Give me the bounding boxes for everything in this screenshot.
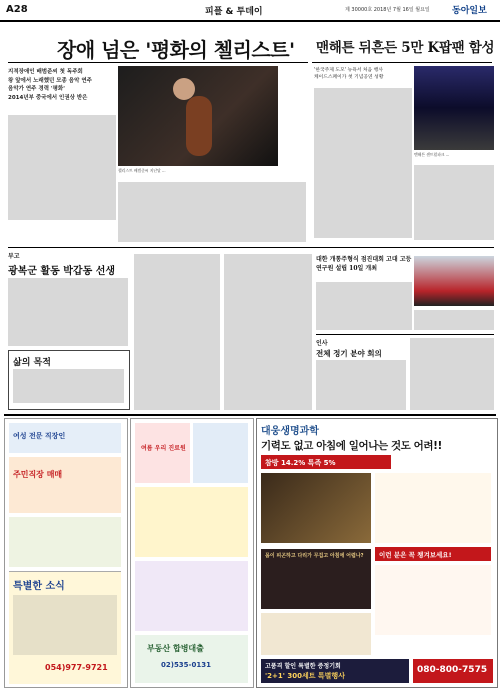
ad-right-title: 이런 분은 꼭 챙겨보세요! [379, 551, 452, 559]
big-advertisement [256, 418, 498, 688]
ad-question: 몸이 피곤하고 다리가 무겁고 아침에 어렵나? [265, 553, 364, 559]
story4-body-text [316, 282, 412, 330]
story4-headline: 대한 개통주형식 점진대회 고대 고등연구원 설립 10일 개최 [316, 256, 412, 272]
middle-column-text [134, 254, 220, 410]
story5-label: 삶의 목적 [13, 358, 51, 368]
story6-body-text [316, 360, 406, 410]
story1-caption: 첼리스트 배범준씨 지난달 ... [118, 168, 166, 173]
story1-body-text [8, 115, 116, 220]
story4-caption-text [414, 310, 494, 330]
story2-deck: '한국주제 도모' 뉴욕서 처음 행사 케이드스페이가 첫 기념공연 성황 [314, 68, 384, 80]
divider [8, 62, 308, 63]
ad-phone: 080-800-7575 [417, 665, 488, 675]
page-header [0, 0, 500, 22]
column-box [8, 350, 130, 410]
story2-headline: 맨해튼 뒤흔든 5만 K팝팬 함성 [316, 40, 495, 56]
story2-body-text-2 [414, 165, 494, 240]
divider [316, 334, 494, 335]
story3-headline: 광복군 활동 박갑동 선생 [8, 266, 116, 277]
story6-headline: 전체 정기 분야 회의 [316, 349, 382, 358]
story2-caption: 맨해튼 센트럴파크 ... [414, 152, 450, 157]
story1-photo [118, 66, 278, 166]
ad-mid-1: 여름 우리 진료원 [141, 445, 186, 452]
middle-column-text-2 [224, 254, 312, 410]
ad-brand: 대웅생명과학 [261, 426, 319, 437]
page-number: A28 [6, 4, 28, 15]
divider [8, 247, 494, 248]
story1-headline: 장애 넘은 '평화의 첼리스트' [57, 38, 295, 62]
ad-mid-phone: 02)535-0131 [161, 661, 211, 669]
story3-label: 부고 [8, 253, 20, 260]
story4-photo [414, 256, 494, 306]
ad-bottom2: '2+1' 300세트 특별행사 [265, 672, 345, 680]
issue-info: 제 30000호 2018년 7월 16일 월요일 [345, 7, 430, 13]
left-classifieds [4, 418, 128, 688]
story1-deck: 지적장애인 배범준씨 첫 독주회 왕 앞에서 노래했던 모종 음악 연주 음악가 연주 경력 '평화' 2014년부 중국에서 인권상 받은 [8, 69, 92, 101]
story5-body-text [13, 369, 124, 403]
ad-badge: 참방 14.2% 특즉 5% [265, 459, 336, 467]
story6-label: 인사 [316, 340, 328, 347]
ad-left-phone: 054)977-9721 [45, 663, 108, 672]
story2-photo [414, 66, 494, 150]
cello-shape [186, 96, 212, 156]
ad-bottom: 고품격 할인 특별한 증정기회 [265, 663, 341, 670]
story1-body-text-2 [118, 182, 306, 242]
product-image [261, 473, 371, 543]
story3-body-text [8, 278, 128, 346]
ad-headline: 기력도 없고 아침에 일어나는 것도 어려!! [261, 440, 442, 452]
ad-left-top: 여성 전문 직장인 [13, 432, 66, 440]
ad-divider [4, 414, 496, 416]
divider [312, 62, 492, 63]
section-title: 피플 & 투데이 [205, 7, 263, 17]
story6-body-text-2 [410, 338, 494, 410]
story2-body-text [314, 88, 412, 238]
ad-left-mid: 주민직장 매매 [13, 470, 63, 479]
newspaper-logo: 동아일보 [452, 6, 487, 16]
ad-left-bottom: 특별한 소식 [13, 581, 65, 592]
ad-mid-2: 부동산 합병대출 [147, 644, 204, 653]
middle-classifieds [130, 418, 254, 688]
